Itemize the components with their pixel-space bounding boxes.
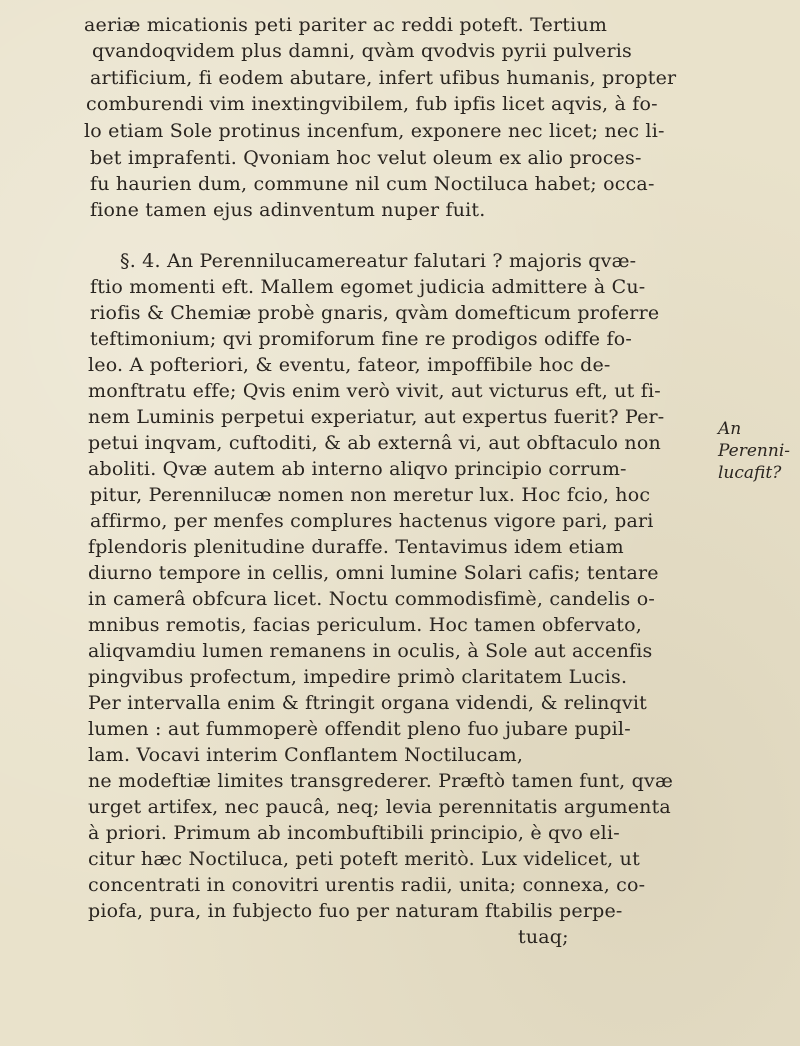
text-line-19: affirmo, per menfes complures hactenus vigore pari, pari (90, 510, 654, 532)
text-line-16: petui inqvam, cuftoditi, & ab externâ vi, aut obftaculo non (88, 432, 661, 454)
catchword: tuaq; (518, 926, 569, 948)
section-heading-line: §. 4. An Perennilucamereatur falutari ? majoris qvæ- (120, 250, 637, 272)
text-line-26: Per intervalla enim & ftringit organa videndi, & relinqvit (88, 692, 647, 714)
text-line-2: qvandoqvidem plus damni, qvàm qvodvis pyrii pulveris (92, 40, 632, 62)
text-line-3: artificium, fi eodem abutare, infert ufibus humanis, propter (90, 67, 677, 89)
text-line-24: aliqvamdiu lumen remanens in oculis, à Sole aut accenfis (88, 640, 653, 662)
text-line-31: à priori. Primum ab incombuftibili principio, è qvo eli- (88, 822, 620, 844)
text-line-13: leo. A pofteriori, & eventu, fateor, impoffibile hoc de- (88, 354, 611, 376)
text-line-6: bet imprafenti. Qvoniam hoc velut oleum ex alio proces- (90, 147, 642, 169)
text-line-5: lo etiam Sole protinus incenfum, exponere nec licet; nec li- (84, 120, 665, 142)
marginal-note: An Perenni-lucafit? (718, 419, 791, 483)
text-line-33: concentrati in conovitri urentis radii, unita; connexa, co- (88, 874, 646, 896)
text-line-4: comburendi vim inextingvibilem, fub ipfis licet aqvis, à fo- (86, 93, 658, 115)
text-line-7: fu haurien dum, commune nil cum Noctiluca habet; occa- (90, 173, 655, 195)
text-line-15: nem Luminis perpetui experiatur, aut expertus fuerit? Per- (88, 406, 665, 428)
text-line-23: mnibus remotis, facias periculum. Hoc tamen obfervato, (88, 614, 643, 636)
text-line-22: in camerâ obfcura licet. Noctu commodisfimè, candelis o- (88, 588, 655, 610)
text-line-25: pingvibus profectum, impedire primò claritatem Lucis. (88, 666, 628, 688)
text-line-28: lam. Vocavi interim Conflantem Noctilucam, (88, 744, 524, 766)
text-line-14: monftratu effe; Qvis enim verò vivit, aut victurus eft, ut fi- (88, 380, 661, 402)
text-line-34: piofa, pura, in fubjecto fuo per naturam ftabilis perpe- (88, 900, 623, 922)
text-line-8: fione tamen ejus adinventum nuper fuit. (90, 199, 486, 221)
text-line-30: urget artifex, nec paucâ, neq; levia perennitatis argumenta (88, 796, 671, 818)
text-line-12: teftimonium; qvi promiforum fine re prodigos odiffe fo- (90, 328, 632, 350)
text-line-10: ftio momenti eft. Mallem egomet judicia admittere à Cu- (90, 276, 646, 298)
text-line-21: diurno tempore in cellis, omni lumine Solari cafis; tentare (88, 562, 659, 584)
text-line-1: aeriæ micationis peti pariter ac reddi poteft. Tertium (84, 14, 608, 36)
text-line-18: pitur, Perennilucæ nomen non meretur lux. Hoc fcio, hoc (90, 484, 651, 506)
text-line-20: fplendoris plenitudine duraffe. Tentavimus idem etiam (88, 536, 624, 558)
text-line-29: ne modeftiæ limites transgrederer. Præftò tamen funt, qvæ (88, 770, 674, 792)
text-line-17: aboliti. Qvæ autem ab interno aliqvo principio corrum- (88, 458, 627, 480)
text-line-32: citur hæc Noctiluca, peti poteft meritò. Lux videlicet, ut (88, 848, 640, 870)
text-line-27: lumen : aut fummoperè offendit pleno fuo jubare pupil- (88, 718, 631, 740)
text-line-11: riofis & Chemiæ probè gnaris, qvàm domefticum proferre (90, 302, 660, 324)
